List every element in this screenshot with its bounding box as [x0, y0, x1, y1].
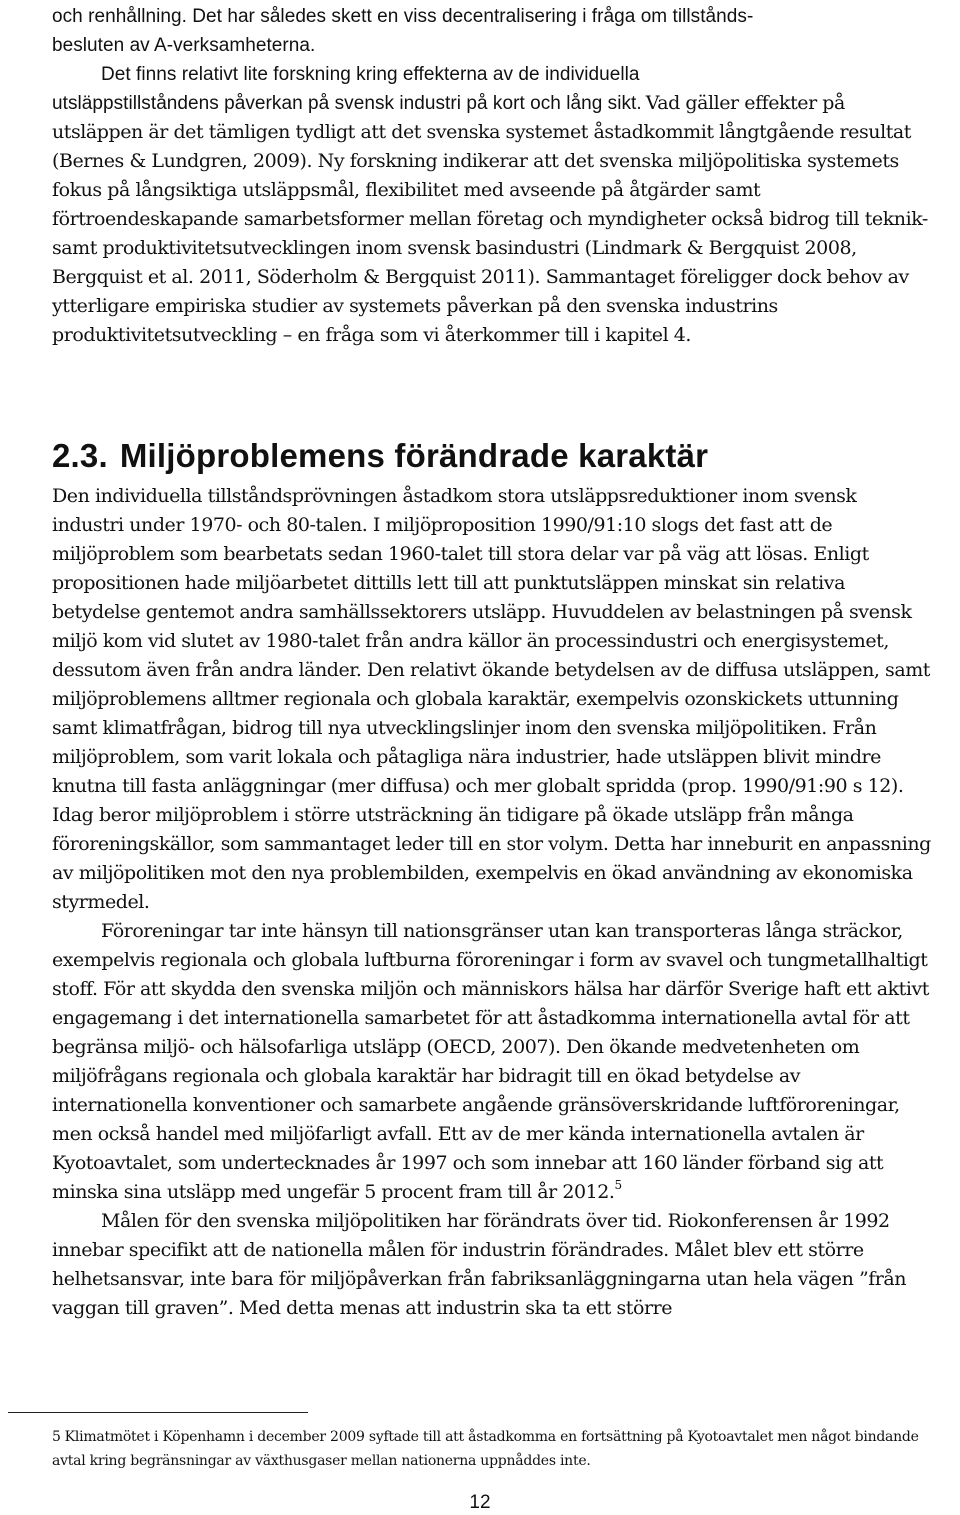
paragraph-2: [52, 917, 932, 1207]
footnote-number: 5: [52, 1429, 61, 1445]
intro-rest: Vad gäller effekter på utsläppen är det tämligen tydligt att det svenska systemet åstadkommit långtgående resultat (Bernes & Lundgren, 2009). Ny forskning indikerar att det svenska miljöpolitiska systemets fokus på långsiktiga utsläppsmål, flexibilitet med avseende på åtgärder samt förtroendeskapande samarbetsformer mellan företag och myndigheter också bidrog till teknik- samt produktivitetsutvecklingen inom svensk basindustri (Lindmark & Bergquist 2008, Bergquist et al. 2011, Söderholm & Bergquist 2011). Sammantaget föreligger dock behov av ytterligare empiriska studier av systemets påverkan på den svenska industrins produktivitetsutveckling – en fråga som vi återkommer till i kapitel 4.: [52, 92, 928, 346]
intro-paragraphs: [52, 2, 932, 350]
section-heading: [52, 436, 708, 476]
paragraph-3: Målen för den svenska miljöpolitiken har förändrats över tid. Riokonferensen år 1992 innebar specifikt att de nationella målen för industrin förändrades. Målet blev ett större helhetsansvar, inte bara för miljöpåverkan från fabriksanläggningarna utan hela vägen ”från vaggan till graven”. Med detta menas att industrin ska ta ett större: [52, 1210, 907, 1319]
section-body: [52, 482, 932, 1323]
paragraph-1: Den individuella tillståndsprövningen åstadkom stora utsläppsreduktioner inom svensk industri under 1970- och 80-talen. I miljöproposition 1990/91:10 slogs det fast att de miljöproblem som bearbetats sedan 1960-talet till stora delar var på väg att lösas. Enligt propositionen hade miljöarbetet dittills lett till att punktutsläppen minskat sin relativa betydelse gentemot andra samhällssektorers utsläpp. Huvuddelen av belastningen på svensk miljö kom vid slutet av 1980-talet från andra källor än processindustri och energisystemet, dessutom även från andra länder. Den relativt ökande betydelsen av de diffusa utsläppen, samt miljöproblemens alltmer regionala och globala karaktär, exempelvis ozonskickets uttunning samt klimatfrågan, bidrog till nya utvecklingslinjer inom den svenska miljöpolitiken. Från miljöproblem, som varit lokala och påtagliga nära industrier, hade utsläppen blivit mindre knutna till fasta anläggningar (mer diffusa) och mer globalt spridda (prop. 1990/91:90 s 12). Idag beror miljöproblem i större utsträckning än tidigare på ökade utsläpp från många föroreningskällor, som sammantaget leder till en stor volym. Detta har inneburit en anpassning av miljöpolitiken mot den nya problembilden, exempelvis en ökad användning av ekonomiska styrmedel.: [52, 485, 931, 913]
section-title: Miljöproblemens förändrade karaktär: [119, 437, 709, 474]
intro-line-4: utsläppstillståndens påverkan på svensk industri på kort och lång sikt.: [52, 93, 642, 114]
footnote: [52, 1425, 942, 1473]
footnote-text: Klimatmötet i Köpenhamn i december 2009 syftade till att åstadkomma en fortsättning på Kyotoavtalet men något bindande avtal kring begränsningar av växthusgaser mellan nationerna uppnåddes inte.: [52, 1429, 919, 1469]
intro-line-3: Det finns relativt lite forskning kring effekterna av de individuella: [101, 64, 640, 85]
page-number: 12: [469, 1492, 491, 1513]
footnote-reference[interactable]: 5: [614, 1178, 622, 1192]
intro-line-2: besluten av A-verksamheterna.: [52, 35, 316, 56]
paragraph-2-text: Föroreningar tar inte hänsyn till nationsgränser utan kan transporteras långa sträckor, exempelvis regionala och globala luftburna föroreningar i form av svavel och tungmetallhaltigt stoff. För att skydda den svenska miljön och människors hälsa har därför Sverige haft ett aktivt engagemang i det internationella samarbetet för att åstadkomma internationella avtal för att begränsa miljö- och hälsofarliga utsläpp (OECD, 2007). Den ökande medvetenheten om miljöfrågans regionala och globala karaktär har bidragit till en ökad betydelse av internationella konventioner och samarbete angående gränsöverskridande luftföroreningar, men också handel med miljöfarligt avfall. Ett av de mer kända internationella avtalen är Kyotoavtalet, som undertecknades år 1997 och som innebar att 160 länder förband sig att minska sina utsläpp med ungefär 5 procent fram till år 2012.: [52, 920, 929, 1203]
intro-line-1: och renhållning. Det har således skett en viss decentralisering i fråga om tillstånds-: [52, 6, 754, 27]
footnote-divider: [8, 1412, 308, 1413]
section-number: 2.3.: [52, 437, 108, 474]
